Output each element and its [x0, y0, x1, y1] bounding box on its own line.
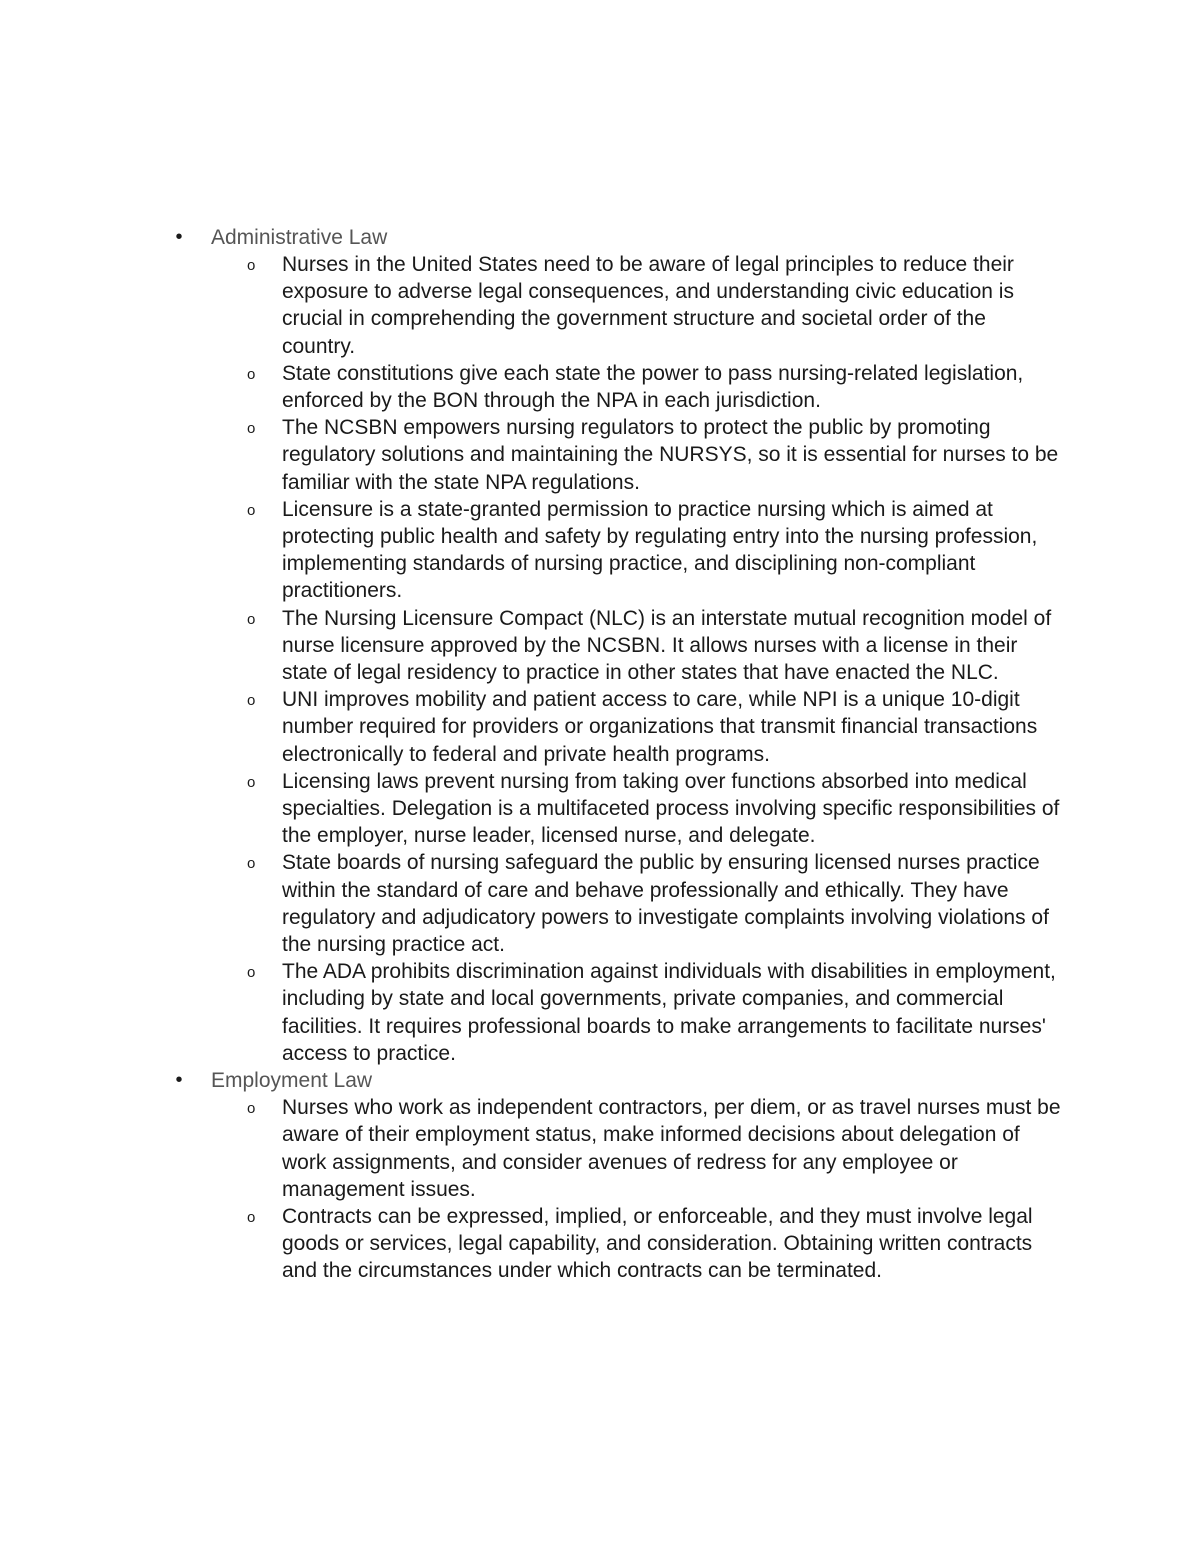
bullet-icon: •	[175, 226, 183, 248]
sub-bullet-icon: o	[247, 773, 256, 791]
list-item-text: Nurses who work as independent contractors, per diem, or as travel nurses must be aware of their employment status, make informed decisions about delegation of work assignments, and consider avenues of redress for any employee or management issues.	[282, 1096, 1061, 1201]
sub-bullet-icon: o	[247, 257, 256, 274]
sub-bullet-icon: o	[247, 855, 256, 873]
list-item-text: State constitutions give each state the power to pass nursing-related legislation, enforced by the BON through the NPA in each jurisdiction.	[282, 361, 1024, 413]
sub-list	[0, 1094, 1200, 1284]
list-item-text: Licensing laws prevent nursing from taking over functions absorbed into medical specialties. Delegation is a multifaceted process involving specific responsibilities of the employer, nurse leader, licensed nurse, and delegate.	[282, 769, 1060, 848]
sub-bullet-icon: o	[247, 1208, 256, 1226]
list-item	[0, 414, 1062, 496]
sub-bullet-icon: o	[247, 964, 256, 982]
list-item-text: UNI improves mobility and patient access to care, while NPI is a unique 10-digit number required for providers or organizations that transmit financial transactions electronically to federal and private health programs.	[282, 688, 1038, 766]
list-item	[0, 686, 1062, 768]
list-item	[0, 360, 1062, 414]
section-employment-law	[0, 1067, 1200, 1284]
sub-bullet-icon: o	[247, 365, 256, 383]
sub-bullet-icon: o	[247, 501, 256, 519]
list-item	[0, 1203, 1062, 1285]
list-item	[0, 605, 1062, 687]
list-item	[0, 768, 1062, 850]
sub-bullet-icon: o	[247, 610, 256, 628]
list-item	[0, 1094, 1062, 1203]
section-heading: Administrative Law	[211, 226, 388, 249]
sub-bullet-icon: o	[247, 692, 256, 710]
section-heading: Employment Law	[211, 1069, 373, 1093]
section-heading-row	[0, 1067, 1200, 1094]
list-item-text: The Nursing Licensure Compact (NLC) is an interstate mutual recognition model of nurse licensure approved by the NCSBN. It allows nurses with a license in their state of legal residency to practice in other states that have enacted the NLC.	[282, 606, 1052, 685]
sub-bullet-icon: o	[247, 1100, 256, 1118]
list-item	[0, 958, 1062, 1067]
list-item	[0, 251, 1062, 360]
list-item-text: The ADA prohibits discrimination against individuals with disabilities in employment, including by state and local governments, private companies, and commercial facilities. It requires professional boards to make arrangements to facilitate nurses' access to practice.	[282, 960, 1056, 1065]
sub-list	[0, 251, 1200, 1067]
list-item-text: Licensure is a state-granted permission to practice nursing which is aimed at protecting public health and safety by regulating entry into the nursing profession, implementing standards of nursing practice, and disciplining non-compliant practitioners.	[282, 497, 1038, 603]
list-item-text: The NCSBN empowers nursing regulators to protect the public by promoting regulatory solutions and maintaining the NURSYS, so it is essential for nurses to be familiar with the state NPA regulations.	[282, 416, 1059, 494]
bullet-icon: •	[175, 1069, 183, 1092]
list-item-text: Nurses in the United States need to be aware of legal principles to reduce their exposure to adverse legal consequences, and understanding civic education is crucial in comprehending the government structure and societal order of the country.	[282, 253, 1014, 358]
list-item	[0, 849, 1062, 958]
document-content	[0, 224, 1200, 1285]
section-heading-row	[0, 224, 1200, 251]
section-administrative-law	[0, 224, 1200, 1067]
list-item	[0, 496, 1062, 605]
list-item-text: State boards of nursing safeguard the public by ensuring licensed nurses practice within the standard of care and behave professionally and ethically. They have regulatory and adjudicatory powers to investigate complaints involving violations of the nursing practice act.	[282, 851, 1049, 957]
sub-bullet-icon: o	[247, 420, 256, 438]
list-item-text: Contracts can be expressed, implied, or enforceable, and they must involve legal goods or services, legal capability, and consideration. Obtaining written contracts and the circumstances under which contracts can be terminated.	[282, 1204, 1033, 1283]
